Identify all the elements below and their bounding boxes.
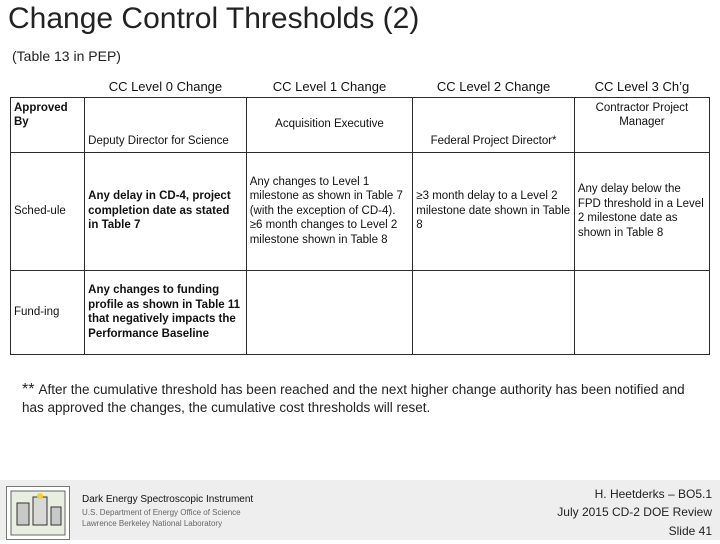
approved-by-level-1: Acquisition Executive bbox=[246, 97, 413, 152]
funding-level-0: Any changes to funding profile as shown in Table 11 that negatively impacts the Performance Baseline bbox=[85, 270, 247, 354]
table-row-schedule bbox=[11, 152, 710, 270]
schedule-level-1: Any changes to Level 1 milestone as shown in Table 7 (with the exception of CD-4). ≥6 month changes to Level 2 milestone shown in Table 8 bbox=[246, 152, 413, 270]
footer-author: H. Heetderks – BO5.1 bbox=[594, 487, 712, 501]
desi-logo-art bbox=[7, 487, 69, 539]
schedule-level-0: Any delay in CD-4, project completion date as stated in Table 7 bbox=[85, 152, 247, 270]
footer-org-lbnl: Lawrence Berkeley National Laboratory bbox=[82, 519, 223, 528]
table-header-row bbox=[11, 78, 710, 97]
approved-by-level-2: Federal Project Director* bbox=[413, 97, 575, 152]
table-row-approved-by bbox=[11, 97, 710, 152]
footnote bbox=[22, 381, 702, 417]
approved-by-level-0: Deputy Director for Science bbox=[85, 97, 247, 152]
footer-slide-number: Slide 41 bbox=[668, 524, 712, 538]
footer-org-doe: U.S. Department of Energy Office of Science bbox=[82, 508, 241, 517]
row-label-funding: Fund-ing bbox=[11, 270, 85, 354]
footnote-text: After the cumulative threshold has been reached and the next higher change authority has been notified and has approved the changes, the cumulative cost thresholds will reset. bbox=[22, 382, 685, 415]
approved-by-level-3: Contractor Project Manager bbox=[574, 97, 709, 152]
header-cc-level-2: CC Level 2 Change bbox=[436, 79, 551, 94]
row-label-schedule: Sched-ule bbox=[11, 152, 85, 270]
schedule-level-3: Any delay below the FPD threshold in a Level 2 milestone date as shown in Table 8 bbox=[574, 152, 709, 270]
footnote-marker: ** bbox=[22, 381, 35, 398]
header-cc-level-0: CC Level 0 Change bbox=[108, 79, 223, 94]
header-cc-level-1: CC Level 1 Change bbox=[272, 79, 387, 94]
header-cc-level-3: CC Level 3 Ch’g bbox=[594, 79, 690, 94]
desi-logo-icon bbox=[6, 486, 70, 540]
thresholds-table bbox=[10, 78, 710, 355]
slide-subtitle: (Table 13 in PEP) bbox=[12, 48, 121, 64]
schedule-level-2: ≥3 month delay to a Level 2 milestone date shown in Table 8 bbox=[413, 152, 575, 270]
row-label-approved-by: Approved By bbox=[11, 97, 85, 152]
funding-level-3 bbox=[574, 270, 709, 354]
slide-title: Change Control Thresholds (2) bbox=[8, 2, 420, 35]
funding-level-1 bbox=[246, 270, 413, 354]
header-blank bbox=[11, 78, 85, 97]
funding-level-2 bbox=[413, 270, 575, 354]
table-row-funding bbox=[11, 270, 710, 354]
footer-event: July 2015 CD-2 DOE Review bbox=[557, 505, 712, 519]
footer-project-name: Dark Energy Spectroscopic Instrument bbox=[82, 494, 254, 505]
